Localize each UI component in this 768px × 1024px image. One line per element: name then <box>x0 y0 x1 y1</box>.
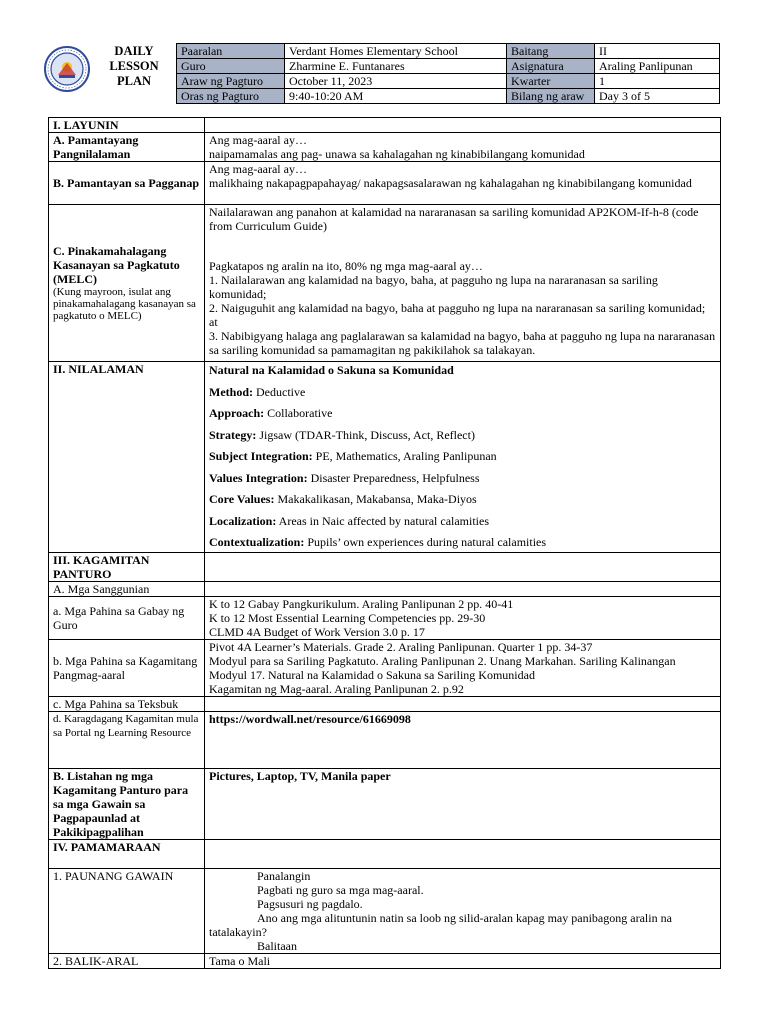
header-table <box>176 43 720 104</box>
list-item: 3. Nabibigyang halaga ang paglalarawan sa kalamidad na bagyo, baha at pagguho ng lupa na nararanasan sa sariling komunidad sa pamamagitan ng pakikilahok sa talakayan. <box>209 329 716 357</box>
dlp-title: DAILY LESSON PLAN <box>109 44 159 88</box>
section-heading: I. LAYUNIN <box>49 118 205 133</box>
row-label: A. Pamantayang Pangnilalaman <box>49 133 205 162</box>
list-item: Ano ang mga alituntunin natin sa loob ng silid-aralan kapag may panibagong aralin na tatalakayin? <box>209 911 672 939</box>
section-heading: IV. PAMAMARAAN <box>49 840 205 869</box>
nilalaman-title: Natural na Kalamidad o Sakuna sa Komunidad <box>209 363 454 377</box>
list-item: Core Values: Makakalikasan, Makabansa, Maka-Diyos <box>209 492 477 506</box>
table-row <box>49 582 721 597</box>
row-content <box>205 205 721 362</box>
header-label: Araw ng Pagturo <box>177 74 285 89</box>
section-row <box>49 553 721 582</box>
list-item: Pagsusuri ng pagdalo. <box>257 897 363 911</box>
empty-cell <box>205 118 721 133</box>
header-value: 1 <box>595 74 720 89</box>
text-line: malikhaing nakapagpapahayag/ nakapagsasalarawan ng kahalagahan ng kinabibilangang komunidad <box>209 176 692 190</box>
text-line: Ang mag-aaral ay… <box>209 162 307 176</box>
text-line: Nailalarawan ang panahon at kalamidad na nararanasan sa sariling komunidad AP2KOM-If-h-8 (code from Curriculum Guide) <box>209 205 699 233</box>
empty-cell <box>205 697 721 712</box>
list-item: Method: Deductive <box>209 384 306 399</box>
text-line: Kagamitan ng Mag-aaral. Araling Panlipunan 2. p.92 <box>209 682 464 696</box>
list-item: 2. Naiguguhit ang kalamidad na bagyo, baha at pagguho ng lupa na nararanasan sa sariling komunidad; at <box>209 301 706 329</box>
empty-cell <box>205 582 721 597</box>
list-item: Contextualization: Pupils’ own experiences during natural calamities <box>209 535 547 549</box>
header-label: Baitang <box>507 44 595 59</box>
deped-seal-icon <box>44 46 90 92</box>
text-line: Pivot 4A Learner’s Materials. Grade 2. Araling Panlipunan. Quarter 1 pp. 34-37 <box>209 640 593 654</box>
list-item: Pagbati ng guro sa mga mag-aaral. <box>257 883 424 897</box>
table-row <box>49 697 721 712</box>
resource-link[interactable]: https://wordwall.net/resource/61669098 <box>205 712 721 769</box>
row-content: Pictures, Laptop, TV, Manila paper <box>205 769 721 840</box>
header-row <box>177 74 720 89</box>
header-value: Araling Panlipunan <box>595 59 720 74</box>
row-label: d. Karagdagang Kagamitan mula sa Portal ng Learning Resource <box>49 712 205 769</box>
header-value: Zharmine E. Funtanares <box>285 59 507 74</box>
header-label: Kwarter <box>507 74 595 89</box>
text-line: K to 12 Gabay Pangkurikulum. Araling Panlipunan 2 pp. 40-41 <box>209 597 514 611</box>
text-line: CLMD 4A Budget of Work Version 3.0 p. 17 <box>209 625 425 639</box>
text-line: K to 12 Most Essential Learning Competencies pp. 29-30 <box>209 611 486 625</box>
list-item: Approach: Collaborative <box>209 406 333 420</box>
text-line: Pagkatapos ng aralin na ito, 80% ng mga mag-aaral ay… <box>209 259 483 273</box>
lesson-plan-table <box>48 117 721 969</box>
header-label: Guro <box>177 59 285 74</box>
table-row <box>49 769 721 840</box>
row-label <box>49 205 205 362</box>
row-content <box>205 597 721 640</box>
row-content: Tama o Mali <box>205 954 721 969</box>
table-row <box>49 712 721 769</box>
header-row <box>177 89 720 104</box>
section-heading: III. KAGAMITAN PANTURO <box>49 553 205 582</box>
list-item: Subject Integration: PE, Mathematics, Araling Panlipunan <box>209 449 497 463</box>
header-value: October 11, 2023 <box>285 74 507 89</box>
header-row <box>177 44 720 59</box>
melc-note: (Kung mayroon, isulat ang pinakamahalagang kasanayan sa pagkatuto o MELC) <box>53 286 196 322</box>
section-row <box>49 362 721 553</box>
list-item: 1. Nailalarawan ang kalamidad na bagyo, baha, at pagguho ng lupa na nararanasan sa sariling komunidad; <box>209 273 658 301</box>
table-row <box>49 205 721 362</box>
row-content <box>205 362 721 553</box>
row-label: 1. PAUNANG GAWAIN <box>49 869 205 954</box>
list-item: Balitaan <box>257 939 297 953</box>
list-item: Strategy: Jigsaw (TDAR-Think, Discuss, Act, Reflect) <box>209 427 475 442</box>
table-row <box>49 954 721 969</box>
row-content <box>205 869 721 954</box>
header-value: 9:40-10:20 AM <box>285 89 507 104</box>
row-content <box>205 640 721 697</box>
table-row <box>49 162 721 205</box>
header-label: Oras ng Pagturo <box>177 89 285 104</box>
header-value: Verdant Homes Elementary School <box>285 44 507 59</box>
list-item: Panalangin <box>257 869 311 883</box>
table-row <box>49 869 721 954</box>
row-label: B. Listahan ng mga Kagamitang Panturo para sa mga Gawain sa Pagpapaunlad at Pakikipagpalihan <box>49 769 205 840</box>
section-row <box>49 118 721 133</box>
header-value: Day 3 of 5 <box>595 89 720 104</box>
row-label: B. Pamantayan sa Pagganap <box>49 162 205 205</box>
row-label: a. Mga Pahina sa Gabay ng Guro <box>49 597 205 640</box>
text-line: Modyul 17. Natural na Kalamidad o Sakuna sa Sariling Komunidad <box>209 668 535 682</box>
row-content <box>205 162 721 205</box>
header-label: Paaralan <box>177 44 285 59</box>
row-label: A. Mga Sanggunian <box>49 582 205 597</box>
text-line: Modyul para sa Sariling Pagkatuto. Araling Panlipunan 2. Unang Markahan. Sariling Kalinangan <box>209 654 676 668</box>
table-row <box>49 640 721 697</box>
row-label: b. Mga Pahina sa Kagamitang Pangmag-aaral <box>49 640 205 697</box>
header-label: Asignatura <box>507 59 595 74</box>
list-item: Localization: Areas in Naic affected by natural calamities <box>209 513 490 528</box>
row-label: c. Mga Pahina sa Teksbuk <box>49 697 205 712</box>
text-line: naipamamalas ang pag- unawa sa kahalagahan ng kinabibilangang komunidad <box>209 147 585 161</box>
list-item: Values Integration: Disaster Preparedness, Helpfulness <box>209 470 480 485</box>
header-row <box>177 59 720 74</box>
text-line: Ang mag-aaral ay… <box>209 133 307 147</box>
header-label: Bilang ng araw <box>507 89 595 104</box>
row-content <box>205 133 721 162</box>
empty-cell <box>205 553 721 582</box>
table-row <box>49 133 721 162</box>
table-row <box>49 597 721 640</box>
section-row <box>49 840 721 869</box>
header-value: II <box>595 44 720 59</box>
empty-cell <box>205 840 721 869</box>
row-label: 2. BALIK-ARAL <box>49 954 205 969</box>
melc-label: C. Pinakamahalagang Kasanayan sa Pagkatuto (MELC) <box>53 244 180 286</box>
section-heading: II. NILALAMAN <box>49 362 205 553</box>
